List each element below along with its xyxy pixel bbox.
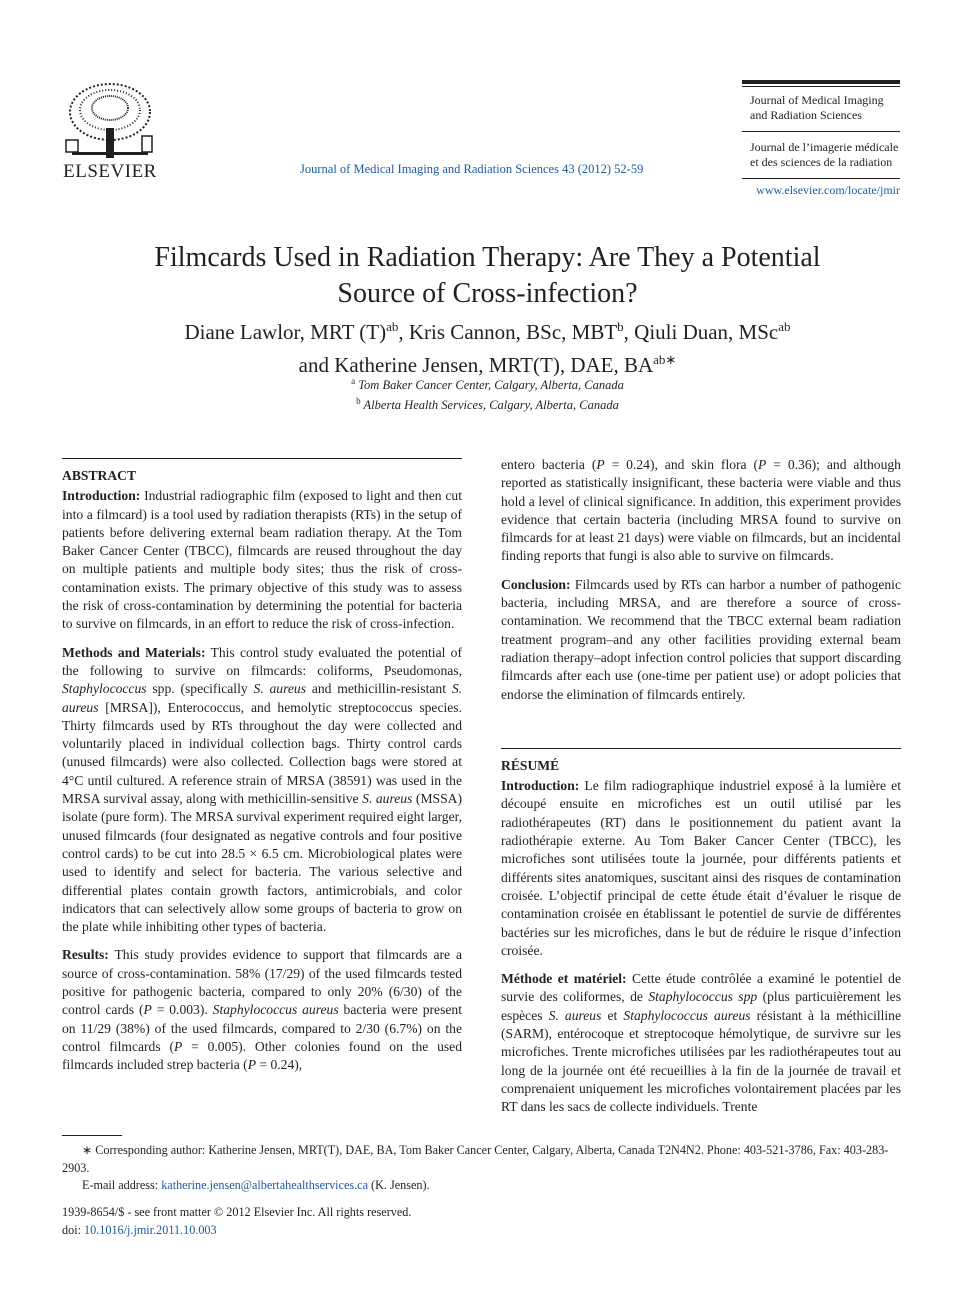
abstract-column: [62, 458, 462, 1085]
divider: [742, 131, 900, 132]
author-name: Diane Lawlor, MRT (T): [184, 320, 387, 344]
doi-line: doi: 10.1016/j.jmir.2011.10.003: [62, 1222, 217, 1237]
tree-icon: [62, 80, 158, 160]
author-name: , Qiuli Duan, MSc: [623, 320, 779, 344]
affiliation-item: $^b$ Alberta Health Services, Calgary, Alberta, Canada: [356, 396, 619, 413]
article-title: Filmcards Used in Radiation Therapy: Are They a Potential Source of Cross-infection?: [154, 242, 821, 309]
abstract-introduction: Introduction: Industrial radiographic film (exposed to light and then cut into a filmcard) is a tool used by radiation therapists (RTs) in the setup of patients before delivering external beam radiation therapy. At the Tom Baker Cancer Center (TBCC), filmcards are reused throughout the day on multiple patients and multiple body sites; thus the risk of cross-contamination exists. The primary objective of this study was to assess the risk of cross-contamination by determining the potential for bacteria to survive on filmcards, in an effort to reduce the risk of cross-infection.: [62, 488, 462, 632]
copyright-info: [62, 1204, 562, 1239]
journal-citation[interactable]: Journal of Medical Imaging and Radiation Sciences 43 (2012) 52-59: [300, 162, 644, 176]
footnote-divider: [62, 1135, 122, 1136]
author-name: and Katherine Jensen, MRT(T), DAE, BA: [298, 353, 654, 377]
journal-title-box: [742, 80, 900, 198]
affiliation-item: $^a$ Tom Baker Cancer Center, Calgary, Alberta, Canada: [351, 376, 624, 393]
email-note: E-mail address: katherine.jensen@albertahealthservices.ca (K. Jensen).: [82, 1178, 430, 1192]
journal-title-fr: Journal de l’imagerie médicale et des sciences de la radiation: [750, 140, 899, 169]
divider: [62, 458, 462, 459]
abstract-column-continued: [501, 456, 901, 1127]
footnotes: [62, 1142, 902, 1195]
author-name: , Kris Cannon, BSc, MBT: [398, 320, 618, 344]
resume-introduction: Introduction: Le film radiographique industriel exposé à la lumière et découpé ensuite en microfiches est un outil utilisé par les radiothérapeutes (RT) dans le positionnement du patient avant la radiothérapie externe. Au Tom Baker Cancer Center (TBCC), les microfiches sont utilisées toute la journée, pour différents patients et différents sites anatomiques, suscitant ainsi des risques de contamination croisée. L’objectif principal de cette étude était d’évaluer le risque de contamination croisée en établissant le potentiel de survie de différentes bactéries sur les microfiches, dans le but de réduire le risque d’infection croisée.: [501, 778, 901, 958]
author-list: Diane Lawlor, MRT $(T)^{ab}$, Kris Cannon, BSc, MBT$^b$, Qiuli Duan, MSc$^{ab}$ and Katherine Jensen, MRT(T), DAE, $BA^{ab∗}$: [184, 319, 791, 377]
abstract-conclusion: Conclusion: Filmcards used by RTs can harbor a number of pathogenic bacteria, including MRSA, and are therefore a source of cross-contamination. We recommend that the TBCC external beam radiation treatment program–and any other facilities providing external beam radiation therapy–adopt infection control policies that support discarding filmcards after each use (one-time per patient use) or adopt policies that endorse the elimination of filmcards entirely.: [501, 576, 901, 702]
resume-methods: Méthode et matériel: Cette étude contrôlée a examiné le potentiel de survie des coliformes, de Staphylococcus spp (plus particuièrement les espèces S. aureus et Staphylococcus aureus résistant à la méthicilline (SARM), entérocoque et streptocoque hémolytique, de survivre sur les microfiches. Trente microfiches utilisées par les radiothérapeutes tout au long de la journée ont été recueillies à la fin de la journée de travail et comprenaient uniquement les microfiches volontairement placées par les RT dans les sacs de collecte individuels. Trente: [501, 971, 902, 1115]
journal-url-link[interactable]: www.elsevier.com/locate/jmir: [756, 183, 900, 197]
abstract-methods: Methods and Materials: This control study evaluated the potential of the following to survive on filmcards: coliforms, Pseudomonas, Staphylococcus spp. (specifically S. aureus and methicillin-resistant S. aureus [MRSA]), Enterococcus, and hemolytic streptococcus species. Thirty filmcards used by RTs throughout the day were collected and voluntarily placed in individual collection bags. Thirty control cards (unused filmcards) were also collected. Collection bags were stored at 4°C until cultured. A reference strain of MRSA (38591) was used in the MRSA survival assay, along with methicillin-sensitive S. aureus (MSSA) isolate (pure form). The MRSA survival experiment required eight larger, unused filmcards (four designated as negative controls and four positive control cards) to be cut into 28.5 × 6.5 cm. Microbiological plates were used to identify and select for bacteria. The various selective and differential plates contain growth factors, antimicrobials, and color indicators that can selectively allow some groups of bacteria to grow on the plate while inhibiting other types of bacteria.: [62, 644, 463, 935]
abstract-results-continued: entero bacteria (P = 0.24), and skin flora (P = 0.36); and although reported as statistically insignificant, these bacteria were viable and thus hold a level of clinical significance. In addition, this experiment provides evidence that certain bacteria (including MRSA found to survive on filmcards for at least 21 days) were viable on filmcards, but an incidental finding reports that fungi is also able to survive on filmcards.: [501, 457, 901, 564]
doi-link[interactable]: 10.1016/j.jmir.2011.10.003: [84, 1222, 217, 1237]
elsevier-logo: [62, 80, 158, 180]
resume-heading: RÉSUMÉ: [501, 757, 560, 773]
abstract-results: Results: This study provides evidence to support that filmcards are a source of cross-contamination. 58% (17/29) of the used filmcards tested positive for pathogenic bacteria, compared to only 20% (6/30) of the control cards (P = 0.003). Staphylococcus aureus bacteria were present on 11/29 (38%) of the used filmcards, compared to 2/30 (6.7%) on the control filmcards (P = 0.005). Other colonies found on the used filmcards included strep bacteria (P = 0.24),: [62, 947, 462, 1073]
divider: [742, 178, 900, 179]
divider: [742, 80, 900, 84]
abstract-heading: ABSTRACT: [62, 468, 137, 483]
corresponding-author-note: ∗ Corresponding author: Katherine Jensen, MRT(T), DAE, BA, Tom Baker Cancer Center, Calgary, Alberta, Canada T2N4N2. Phone: 403-521-3786, Fax: 403-283-2903.: [62, 1143, 889, 1175]
publisher-name: ELSEVIER: [63, 161, 157, 182]
divider: [501, 748, 901, 749]
affiliations: [60, 373, 915, 413]
issn-line: 1939-8654/$ - see front matter © 2012 Elsevier Inc. All rights reserved.: [62, 1205, 412, 1219]
journal-title-en: Journal of Medical Imaging and Radiation Sciences: [750, 93, 884, 122]
email-link[interactable]: katherine.jensen@albertahealthservices.ca: [161, 1178, 368, 1192]
